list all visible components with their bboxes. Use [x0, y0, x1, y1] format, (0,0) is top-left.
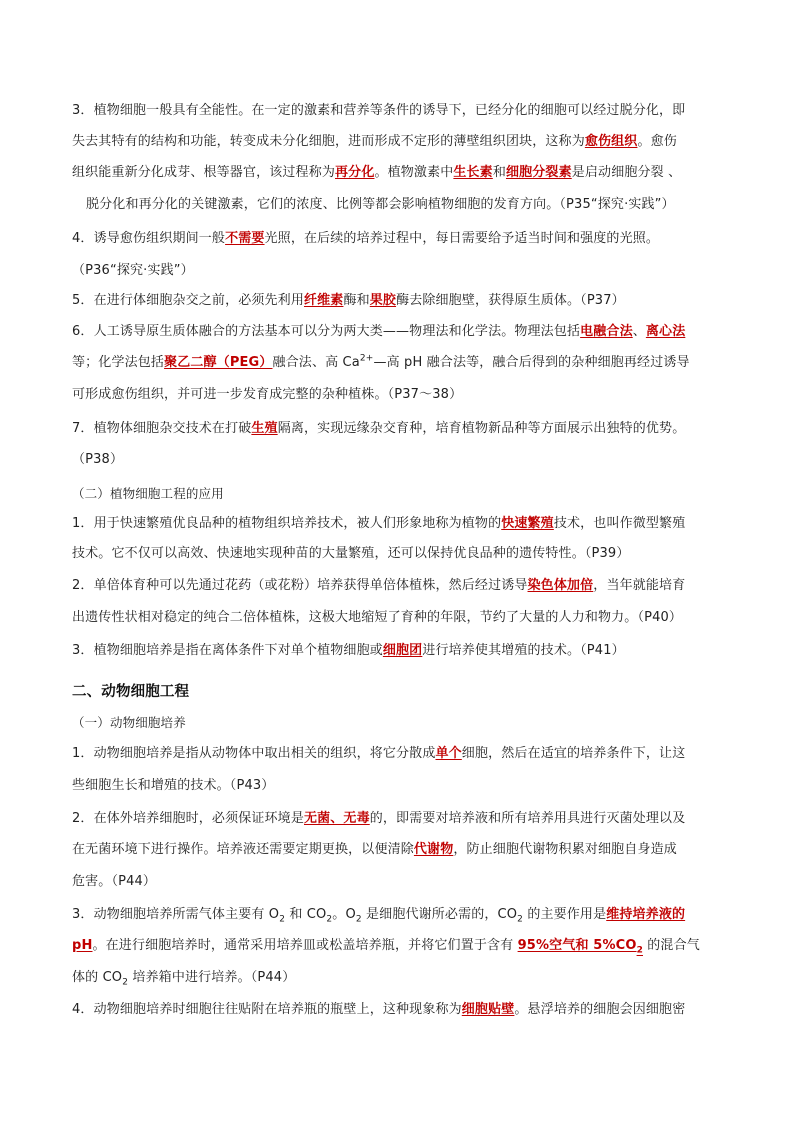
text-segment: 2 [279, 914, 286, 925]
paragraph-line [72, 745, 732, 763]
text-segment: 酶去除细胞壁，获得原生质体。（P37） [396, 293, 625, 308]
paragraph-line [72, 937, 732, 955]
text-segment: ，防止细胞代谢物积累对细胞自身造成 [453, 842, 677, 857]
highlighted-term: 纤维素 [303, 293, 344, 308]
text-segment: 进行培养使其增殖的技术。（P41） [422, 643, 625, 658]
text-segment: （P36“探究·实践”） [72, 263, 194, 278]
text-segment: —高 pH 融合法等，融合后得到的杂种细胞再经过诱导 [373, 355, 690, 370]
highlighted-term: 不需要 [225, 231, 265, 246]
paragraph-line [72, 102, 732, 120]
paragraph-line [72, 164, 732, 182]
text-segment: 。在进行细胞培养时，通常采用培养皿或松盖培养瓶，并将它们置于含有 [92, 938, 518, 953]
text-segment: （P38） [72, 452, 124, 467]
text-segment: 的混合气 [642, 938, 700, 953]
highlighted-term: 细胞分裂素 [505, 165, 572, 180]
section-subheading [72, 485, 732, 503]
paragraph-line [72, 545, 732, 563]
highlighted-term: 生殖 [251, 421, 278, 436]
highlighted-term: pH [72, 938, 93, 953]
highlighted-term: 维持培养液的 [606, 907, 686, 922]
highlighted-term: 快速繁殖 [501, 516, 554, 531]
text-segment: 技术。它不仅可以高效、快速地实现种苗的大量繁殖，还可以保持优良品种的遗传特性。（P39） [72, 546, 630, 561]
text-segment: （二）植物细胞工程的应用 [72, 486, 224, 501]
text-segment: 失去其特有的结构和功能，转变成未分化细胞，进而形成不定形的薄壁组织团块，这称为 [72, 134, 585, 149]
section-heading [72, 683, 732, 701]
paragraph-line [72, 810, 732, 828]
text-segment: 6．人工诱导原生质体融合的方法基本可以分为两大类——物理法和化学法。物理法包括 [72, 324, 581, 339]
text-segment: 2 [355, 914, 362, 925]
paragraph-line [72, 386, 732, 404]
text-segment: 2 [517, 914, 524, 925]
text-segment: 4．动物细胞培养时细胞往往贴附在培养瓶的瓶壁上，这种现象称为 [72, 1002, 462, 1017]
paragraph-line [72, 354, 732, 372]
text-segment: 2+ [359, 353, 374, 364]
text-segment: 等；化学法包括 [72, 355, 165, 370]
paragraph-line [72, 230, 732, 248]
paragraph-line [72, 262, 732, 280]
text-segment: 是细胞代谢所必需的，CO [361, 907, 518, 922]
text-segment: （一）动物细胞培养 [72, 715, 186, 730]
text-segment: 2 [326, 914, 333, 925]
text-segment: 3．植物细胞一般具有全能性。在一定的激素和营养等条件的诱导下，已经分化的细胞可以经过脱分化，即 [72, 103, 686, 118]
text-segment: 体的 CO [72, 970, 123, 985]
text-segment: 。植物激素中 [374, 165, 454, 180]
text-segment: 。O [332, 907, 356, 922]
text-segment: 7．植物体细胞杂交技术在打破 [72, 421, 252, 436]
text-segment: 危害。（P44） [72, 874, 157, 889]
text-segment: 组织能重新分化成芽、根等器官，该过程称为 [72, 165, 336, 180]
text-segment: 些细胞生长和增殖的技术。（P43） [72, 778, 275, 793]
highlighted-term: 单个 [435, 746, 462, 761]
paragraph-line [72, 292, 732, 310]
text-segment: 在无菌环境下进行操作。培养液还需要定期更换，以便清除 [72, 842, 414, 857]
text-segment: 的，即需要对培养液和所有培养用具进行灭菌处理以及 [369, 811, 686, 826]
highlighted-term: 无菌、无毒 [303, 811, 370, 826]
text-segment: 1．动物细胞培养是指从动物体中取出相关的组织，将它分散成 [72, 746, 436, 761]
paragraph-line [72, 609, 732, 627]
highlighted-term: 愈伤组织 [584, 134, 638, 149]
section-subheading [72, 714, 732, 732]
text-segment: 3．动物细胞培养所需气体主要有 O [72, 907, 280, 922]
text-segment: 是启动细胞分裂 、 [571, 165, 682, 180]
text-segment: 和 CO [285, 907, 327, 922]
text-segment: 融合法、高 Ca [272, 355, 360, 370]
text-segment: 。悬浮培养的细胞会因细胞密 [514, 1002, 686, 1017]
paragraph-line [72, 777, 732, 795]
text-segment: 培养箱中进行培养。（P44） [128, 970, 296, 985]
text-segment: 和 [492, 165, 506, 180]
paragraph-line [72, 515, 732, 533]
highlighted-term: 电融合法 [580, 324, 633, 339]
text-segment: 2．单倍体育种可以先通过花药（或花粉）培养获得单倍体植株，然后经过诱导 [72, 578, 528, 593]
highlighted-term: 细胞团 [382, 643, 423, 658]
highlighted-term: 代谢物 [413, 842, 454, 857]
paragraph-line [72, 577, 732, 595]
text-segment: 出遗传性状相对稳定的纯合二倍体植株，这极大地缩短了育种的年限，节约了大量的人力和物力。（P40） [72, 610, 683, 625]
text-segment: 、 [632, 324, 646, 339]
highlighted-term: 细胞贴壁 [461, 1002, 515, 1017]
paragraph-line [72, 323, 732, 341]
paragraph-line [72, 642, 732, 660]
text-segment: 酶和 [343, 293, 370, 308]
paragraph-line [72, 451, 732, 469]
paragraph-line [72, 906, 732, 924]
text-segment: 3．植物细胞培养是指在离体条件下对单个植物细胞或 [72, 643, 383, 658]
text-segment: 技术，也叫作微型繁殖 [553, 516, 686, 531]
text-segment: 4．诱导愈伤组织期间一般 [72, 231, 226, 246]
paragraph-line [72, 133, 732, 151]
highlighted-term: 95%空气和 5%CO [517, 938, 637, 953]
text-segment: 二、动物细胞工程 [72, 684, 190, 700]
paragraph-line [72, 873, 732, 891]
text-segment: 。愈伤 [637, 134, 677, 149]
text-segment: 细胞，然后在适宜的培养条件下，让这 [461, 746, 686, 761]
text-segment: 5．在进行体细胞杂交之前，必须先利用 [72, 293, 304, 308]
text-segment: 脱分化和再分化的关键激素，它们的浓度、比例等都会影响植物细胞的发育方向。（P35“探究·实践”） [86, 197, 675, 212]
paragraph-line [72, 841, 732, 859]
text-segment: 的主要作用是 [523, 907, 607, 922]
text-segment: 1．用于快速繁殖优良品种的植物组织培养技术，被人们形象地称为植物的 [72, 516, 502, 531]
highlighted-term: 离心法 [645, 324, 686, 339]
paragraph-line [72, 969, 732, 987]
highlighted-term: 果胶 [369, 293, 397, 308]
paragraph-line [86, 196, 746, 214]
paragraph-line [72, 420, 732, 438]
text-segment: 可形成愈伤组织，并可进一步发育成完整的杂种植株。（P37～38） [72, 387, 463, 402]
paragraph-line [72, 1001, 732, 1019]
text-segment: 2 [122, 977, 129, 988]
text-segment: 2．在体外培养细胞时，必须保证环境是 [72, 811, 304, 826]
highlighted-term: 生长素 [453, 165, 493, 180]
highlighted-term: 2 [636, 945, 643, 956]
text-segment: 光照，在后续的培养过程中，每日需要给予适当时间和强度的光照。 [264, 231, 660, 246]
highlighted-term: 再分化 [335, 165, 375, 180]
highlighted-term: 聚乙二醇（PEG） [164, 355, 273, 370]
text-segment: 隔离，实现远缘杂交育种，培育植物新品种等方面展示出独特的优势。 [277, 421, 686, 436]
highlighted-term: 染色体加倍 [527, 578, 594, 593]
text-segment: ，当年就能培育 [593, 578, 686, 593]
